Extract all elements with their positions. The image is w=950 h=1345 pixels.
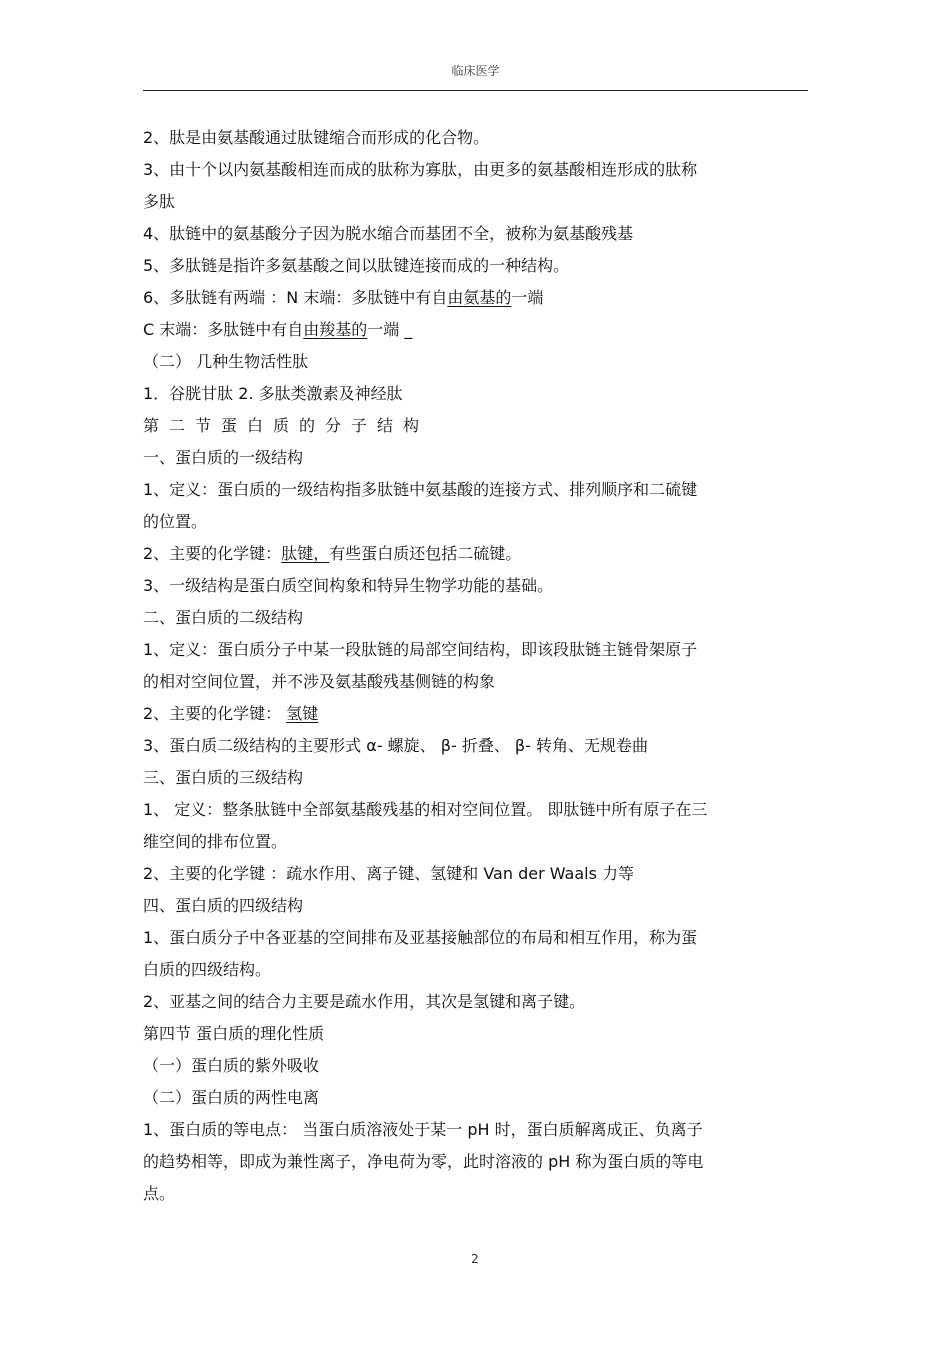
line-text: 二、蛋白质的二级结构: [143, 608, 304, 627]
line-text: 的位置。: [143, 512, 208, 531]
text-line: [143, 282, 808, 314]
text-line: [143, 538, 808, 570]
line-text: 4、肽链中的氨基酸分子因为脱水缩合而基团不全，被称为氨基酸残基: [143, 224, 634, 243]
line-text: 2、亚基之间的结合力主要是疏水作用，其次是氢键和离子键。: [143, 992, 586, 1011]
text-line: [143, 986, 808, 1018]
line-text: 一、蛋白质的一级结构: [143, 448, 304, 467]
line-text: 的趋势相等，即成为兼性离子，净电荷为零，此时溶液的 pH 称为蛋白质的等电: [143, 1152, 704, 1171]
page-number: 2: [471, 1252, 479, 1266]
underlined-text: 由氨基的: [447, 288, 512, 307]
line-text: C 末端：多肽链中有自: [143, 320, 304, 339]
line-text: 1、定义：蛋白质分子中某一段肽链的局部空间结构，即该段肽链主链骨架原子: [143, 640, 698, 659]
line-text: 1．谷胱甘肽 2. 多肽类激素及神经肽: [143, 384, 403, 403]
text-line: [143, 1018, 808, 1050]
text-line: [143, 154, 808, 186]
text-line: [143, 122, 808, 154]
line-text: 3、蛋白质二级结构的主要形式 α- 螺旋、 β- 折叠、 β- 转角、无规卷曲: [143, 736, 648, 755]
line-text: 第四节 蛋白质的理化性质: [143, 1024, 325, 1043]
header-divider: [143, 90, 808, 91]
text-line: [143, 922, 808, 954]
line-text: 1、定义：蛋白质的一级结构指多肽链中氨基酸的连接方式、排列顺序和二硫键: [143, 480, 698, 499]
line-text: 有些蛋白质还包括二硫键。: [329, 544, 522, 563]
line-text: 3、一级结构是蛋白质空间构象和特异生物学功能的基础。: [143, 576, 554, 595]
text-line: [143, 1114, 808, 1146]
line-text: 一端 _: [367, 320, 413, 339]
text-line: [143, 346, 808, 378]
line-text: 第二节蛋白质的分子结构: [143, 416, 430, 435]
line-text: （二）蛋白质的两性电离: [143, 1088, 320, 1107]
line-text: 1、蛋白质的等电点： 当蛋白质溶液处于某一 pH 时，蛋白质解离成正、负离子: [143, 1120, 703, 1139]
text-line: [143, 826, 808, 858]
underlined-text: 由羧基的: [303, 320, 368, 339]
line-text: 3、由十个以内氨基酸相连而成的肽称为寡肽，由更多的氨基酸相连形成的肽称: [143, 160, 698, 179]
text-line: [143, 858, 808, 890]
line-text: 四、蛋白质的四级结构: [143, 896, 304, 915]
line-text: 1、 定义：整条肽链中全部氨基酸残基的相对空间位置。 即肽链中所有原子在三: [143, 800, 708, 819]
text-line: [143, 602, 808, 634]
text-line: [143, 666, 808, 698]
text-line: [143, 410, 808, 442]
text-line: [143, 954, 808, 986]
line-text: 5、多肽链是指许多氨基酸之间以肽键连接而成的一种结构。: [143, 256, 570, 275]
line-text: （二） 几种生物活性肽: [143, 352, 309, 371]
line-text: 1、蛋白质分子中各亚基的空间排布及亚基接触部位的布局和相互作用，称为蛋: [143, 928, 698, 947]
text-line: [143, 250, 808, 282]
page-header: 临床医学: [451, 64, 500, 78]
line-text: （一）蛋白质的紫外吸收: [143, 1056, 320, 1075]
text-line: [143, 378, 808, 410]
line-text: 的相对空间位置，并不涉及氨基酸残基侧链的构象: [143, 672, 496, 691]
line-text: 点。: [143, 1184, 176, 1203]
text-line: [143, 314, 808, 346]
underlined-text: 肽键，: [281, 544, 330, 563]
line-text: 多肽: [143, 192, 176, 211]
text-line: [143, 1082, 808, 1114]
text-line: [143, 698, 808, 730]
line-text: 一端: [511, 288, 544, 307]
text-line: [143, 634, 808, 666]
line-text: 维空间的排布位置。: [143, 832, 288, 851]
text-line: [143, 186, 808, 218]
text-line: [143, 218, 808, 250]
line-text: 2、肽是由氨基酸通过肽键缩合而形成的化合物。: [143, 128, 490, 147]
text-line: [143, 794, 808, 826]
text-line: [143, 762, 808, 794]
line-text: 三、蛋白质的三级结构: [143, 768, 304, 787]
line-text: 2、主要的化学键 ：疏水作用、离子键、氢键和 Van der Waals 力等: [143, 864, 635, 883]
text-line: [143, 730, 808, 762]
document-body: [143, 122, 808, 1210]
text-line: [143, 1146, 808, 1178]
text-line: [143, 570, 808, 602]
text-line: [143, 442, 808, 474]
underlined-text: 氢键: [286, 704, 319, 723]
text-line: [143, 890, 808, 922]
text-line: [143, 1178, 808, 1210]
line-text: 2、主要的化学键：: [143, 704, 287, 723]
text-line: [143, 506, 808, 538]
line-text: 白质的四级结构。: [143, 960, 272, 979]
line-text: 6、多肽链有两端 ：N 末端：多肽链中有自: [143, 288, 448, 307]
line-text: 2、主要的化学键：: [143, 544, 282, 563]
text-line: [143, 474, 808, 506]
text-line: [143, 1050, 808, 1082]
